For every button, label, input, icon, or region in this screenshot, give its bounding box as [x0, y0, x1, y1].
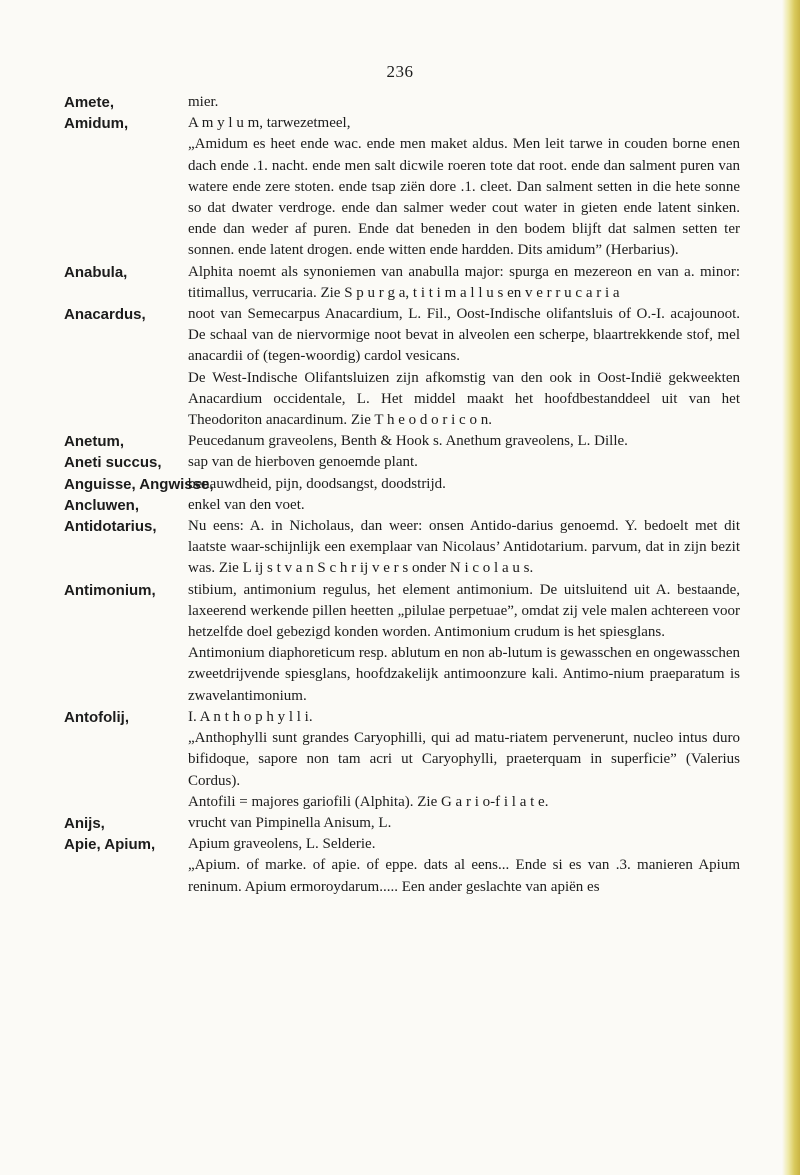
entry-paragraph: Peucedanum graveolens, Benth & Hook s. Anethum graveolens, L. Dille. [188, 433, 628, 450]
entry-paragraph: mier. [188, 94, 219, 110]
entry-paragraph: noot van Semecarpus Anacardium, L. Fil., Oost-Indische olifantsluis of O.-I. acajounoot. De schaal van de niervormige noot bevat in alveolen een scherpe, blaartrekkende stof, mel anacardii of (tegen-woordig) cardol vesicans. [188, 306, 740, 365]
entry-paragraph: benauwdheid, pijn, doodsangst, doodstrijd. [188, 475, 446, 492]
entry-paragraph: Alphita noemt als synoniemen van anabulla major: spurga en mezereon en van a. minor: titimallus, verrucaria. Zie S p u r g a, t i t i m a l l u s en v e r r u c a r i a [188, 263, 740, 301]
entry-antimonium [0, 580, 800, 707]
entry-ancluwen [0, 495, 800, 516]
entry-text [188, 474, 740, 495]
entry-paragraph: „Anthophylli sunt grandes Caryophilli, qui ad matu-riatem pervenerunt, nucleo intus duro bifidoque, sapore non tam acri ut Caryophylli, praeterquam in superficie” (Valerius Cordus). [188, 730, 740, 789]
headword: Anguisse, Angwisse, [64, 475, 214, 493]
entry-paragraph: sap van de hierboven genoemde plant. [188, 454, 418, 471]
entry-text [188, 304, 740, 431]
entry-paragraph: Nu eens: A. in Nicholaus, dan weer: onsen Antido-darius genoemd. Y. bedoelt met dit laatste waar-schijnlijk een exemplaar van Nicolaus’ Antidotarium. parvum, dat in zijn bezit was. Zie L ij s t v a n S c h r ij v e r s onder N i c o l a u s. [188, 518, 740, 577]
entry-amidum [0, 113, 800, 261]
headword: Anetum, [64, 433, 124, 451]
entry-text [188, 707, 740, 813]
entry-text [188, 262, 740, 304]
entry-paragraph: „Apium. of marke. of apie. of eppe. dats al eens... Ende si es van .3. manieren Apium reninum. Apium ermoroydarum..... Een ander geslachte van apiën es [188, 857, 740, 895]
entry-paragraph: enkel van den voet. [188, 496, 305, 513]
entry-text [188, 516, 740, 580]
headword: Apie, Apium, [64, 836, 156, 854]
entry-paragraph: I. A n t h o p h y l l i. [188, 708, 313, 725]
headword: Anijs, [64, 814, 105, 832]
entry-paragraph: A m y l u m, tarwezetmeel, [188, 115, 351, 132]
entry-paragraph: vrucht van Pimpinella Anisum, L. [188, 814, 392, 831]
entry-antofolij [0, 707, 800, 813]
entry-text [188, 580, 740, 707]
entry-antidotarius [0, 516, 800, 580]
entry-text [188, 813, 740, 834]
entry-anijs [0, 813, 800, 834]
headword: Antidotarius, [64, 518, 157, 536]
entry-anguisse [0, 474, 800, 495]
headword: Aneti succus, [64, 454, 162, 472]
entry-text [188, 834, 740, 898]
headword: Antofolij, [64, 708, 129, 726]
dictionary-entries [0, 92, 800, 898]
entry-paragraph: stibium, antimonium regulus, het element antimonium. De uitsluitend uit A. bestaande, laxeerend werkende pillen heetten „pilulae perpetuae”, omdat zij vele malen achtereen voor hetzelfde doel gebezigd konden worden. Antimonium crudum is het spiesglans. [188, 581, 740, 641]
entry-anacardus [0, 304, 800, 431]
entry-anetum [0, 431, 800, 452]
entry-apie [0, 834, 800, 898]
entry-paragraph: De West-Indische Olifantsluizen zijn afkomstig van den ook in Oost-Indië gekweekten Anacardium occidentale, L. Het middel maakt het hoofdbestanddeel uit van het Theodoriton anacardinum. Zie T h e o d o r i c o n. [188, 369, 740, 429]
entry-text [188, 452, 740, 473]
headword: Amete, [64, 94, 115, 111]
entry-amete [0, 92, 800, 113]
entry-paragraph: „Amidum es heet ende wac. ende men maket aldus. Men leit tarwe in couden borne enen dach ende .1. nacht. ende men salt dicwile roeren tote dat root. ende dan salment puren van watere ende zere stoten. ende tsap ziën dore .1. cleet. Dan salment setten in die hete sonne so dat dwater verdroge. ende dan salmer weder cout water in gieten ende latent sinken. ende dan weder af puren. Ende dat beneden in den bodem blijft dat salmen setten ter sonnen. ende latent drogen. ende witten ende hardden. Dits amidum” (Herbarius). [188, 136, 740, 259]
entry-paragraph: Antofili = majores gariofili (Alphita). Zie G a r i o-f i l a t e. [188, 793, 549, 810]
entry-text [188, 113, 740, 261]
headword: Anacardus, [64, 306, 146, 324]
entry-text [188, 92, 740, 113]
page-number: 236 [386, 62, 414, 81]
headword: Antimonium, [64, 581, 156, 599]
entry-anabula [0, 262, 800, 304]
entry-paragraph: Apium graveolens, L. Selderie. [188, 836, 376, 853]
entry-paragraph: Antimonium diaphoreticum resp. ablutum en non ab-lutum is gewasschen en ongewasschen zweetdrijvende spiesglans, hoofdzakelijk antimoonzure kali. Antimo-nium praeparatum is zwavelantimonium. [188, 645, 740, 704]
entry-aneti-succus [0, 452, 800, 473]
entry-text [188, 495, 740, 516]
headword: Amidum, [64, 115, 129, 133]
headword: Anabula, [64, 263, 128, 281]
entry-text [188, 431, 740, 452]
headword: Ancluwen, [64, 496, 140, 514]
